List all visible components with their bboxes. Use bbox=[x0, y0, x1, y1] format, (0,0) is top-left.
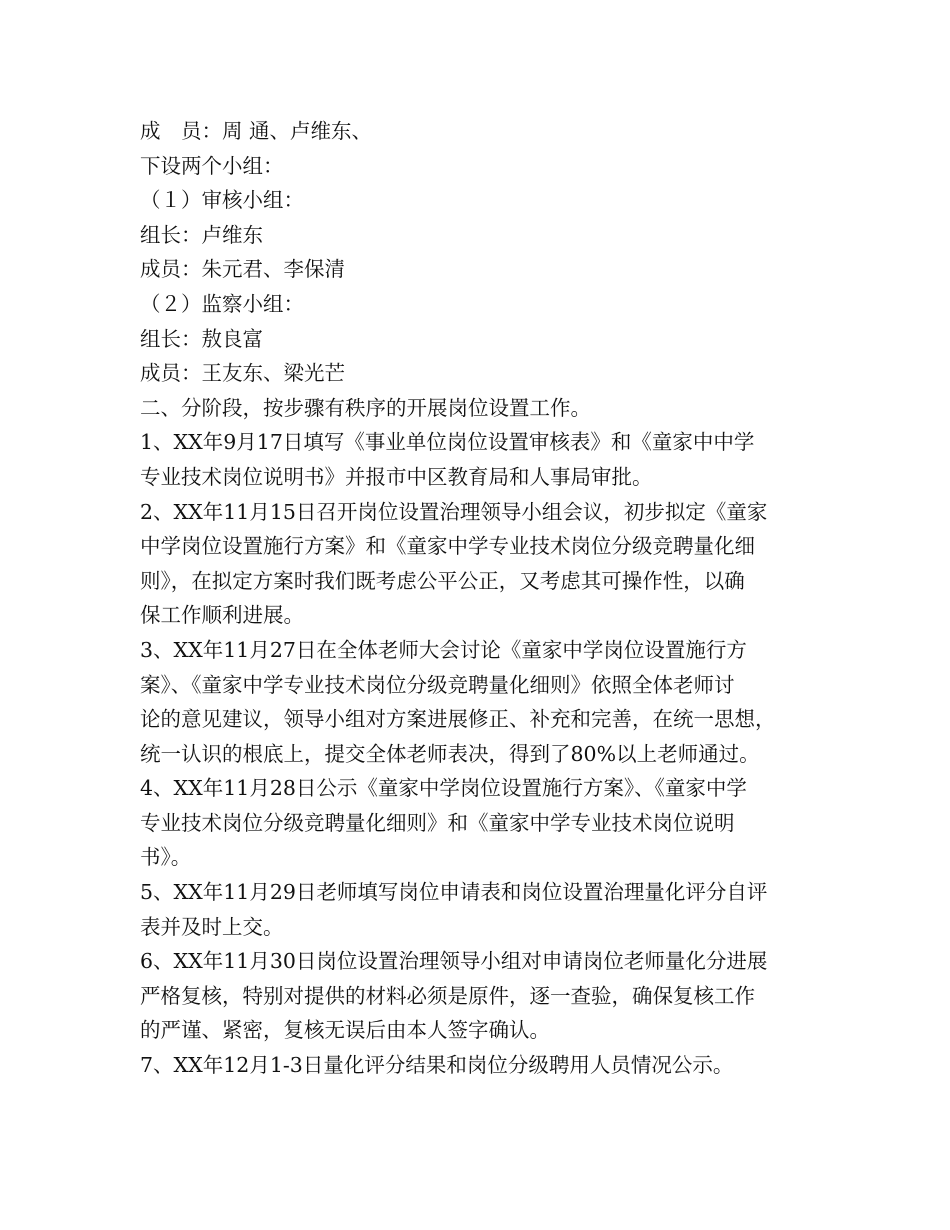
text-line: 下设两个小组： bbox=[140, 153, 284, 178]
text-line: 案》、《童家中学专业技术岗位分级竞聘量化细则》依照全体老师讨 bbox=[140, 672, 735, 697]
text-line: 5、XX年11月29日老师填写岗位申请表和岗位设置治理量化评分自评 bbox=[140, 880, 768, 905]
text-line: 专业技术岗位说明书》并报市中区教育局和人事局审批。 bbox=[140, 464, 653, 489]
section-heading: 二、分阶段，按步骤有秩序的开展岗位设置工作。 bbox=[140, 395, 591, 420]
text-line: 4、XX年11月28日公示《童家中学岗位设置施行方案》、《童家中学 bbox=[140, 776, 747, 801]
text-line: 6、XX年11月30日岗位设置治理领导小组对申请岗位老师量化分进展 bbox=[140, 949, 768, 974]
text-line: （２）监察小组： bbox=[140, 291, 304, 316]
text-line: 组长：敖良富 bbox=[140, 326, 263, 351]
text-line: 7、XX年12月1-3日量化评分结果和岗位分级聘用人员情况公示。 bbox=[140, 1053, 734, 1078]
text-line: 严格复核，特别对提供的材料必须是原件，逐一查验，确保复核工作 bbox=[140, 983, 755, 1008]
text-line: 论的意见建议，领导小组对方案进展修正、补充和完善，在统一思想， bbox=[140, 707, 776, 732]
text-line: 统一认识的根底上，提交全体老师表决，得到了80%以上老师通过。 bbox=[140, 741, 760, 766]
text-line: 组长：卢维东 bbox=[140, 222, 263, 247]
text-line: 1、XX年9月17日填写《事业单位岗位设置审核表》和《童家中中学 bbox=[140, 430, 755, 455]
text-line: 保工作顺利进展。 bbox=[140, 603, 304, 628]
document-body bbox=[140, 114, 830, 1083]
text-line: 专业技术岗位分级竞聘量化细则》和《童家中学专业技术岗位说明 bbox=[140, 810, 735, 835]
text-line: 成员：朱元君、李保清 bbox=[140, 257, 345, 282]
text-line: 成员：王友东、梁光芒 bbox=[140, 361, 345, 386]
text-line: 则》，在拟定方案时我们既考虑公平公正，又考虑其可操作性，以确 bbox=[140, 568, 745, 593]
text-line: 2、XX年11月15日召开岗位设置治理领导小组会议，初步拟定《童家 bbox=[140, 499, 768, 524]
text-line: （１）审核小组： bbox=[140, 188, 304, 213]
text-line: 的严谨、紧密，复核无误后由本人签字确认。 bbox=[140, 1018, 550, 1043]
text-line: 书》。 bbox=[140, 845, 192, 870]
text-line: 中学岗位设置施行方案》和《童家中学专业技术岗位分级竞聘量化细 bbox=[140, 534, 755, 559]
text-line: 成 员：周 通、卢维东、 bbox=[140, 119, 373, 143]
text-line: 3、XX年11月27日在全体老师大会讨论《童家中学岗位设置施行方 bbox=[140, 637, 747, 662]
text-line: 表并及时上交。 bbox=[140, 914, 284, 939]
